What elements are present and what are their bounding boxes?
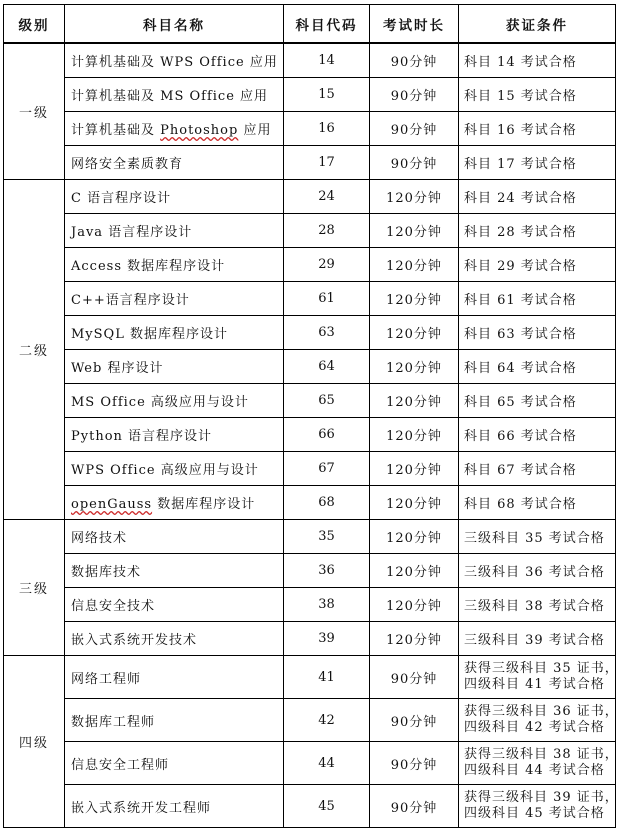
subject-name-prefix: 计算机基础及 xyxy=(71,123,161,138)
certificate-condition-cell xyxy=(459,214,616,248)
subject-name-suffix: 数据库程序设计 xyxy=(152,497,256,512)
exam-duration-cell: 120分钟 xyxy=(370,384,459,418)
header-subject-name: 科目名称 xyxy=(65,5,284,44)
subject-code-cell: 68 xyxy=(284,486,370,520)
table-row xyxy=(4,282,616,316)
certificate-condition-cell xyxy=(459,588,616,622)
condition-line: 科目 15 考试合格 xyxy=(464,89,577,104)
condition-line: 获得三级科目 35 证书， xyxy=(464,661,619,676)
certificate-condition-cell xyxy=(459,282,616,316)
exam-duration-cell: 120分钟 xyxy=(370,316,459,350)
exam-duration-cell: 120分钟 xyxy=(370,588,459,622)
subject-code-cell: 45 xyxy=(284,785,370,828)
subject-name-cell: 数据库工程师 xyxy=(65,699,284,742)
table-row xyxy=(4,180,616,214)
condition-line: 四级科目 41 考试合格 xyxy=(464,677,605,692)
subject-name-cell xyxy=(65,112,284,146)
spellcheck-underlined-word: Photoshop xyxy=(160,123,239,138)
subject-code-cell: 39 xyxy=(284,622,370,656)
spellcheck-underlined-word: openGauss xyxy=(71,497,153,512)
condition-line: 科目 66 考试合格 xyxy=(464,429,577,444)
subject-code-cell: 65 xyxy=(284,384,370,418)
exam-duration-cell: 90分钟 xyxy=(370,699,459,742)
exam-duration-cell: 120分钟 xyxy=(370,486,459,520)
condition-line: 科目 29 考试合格 xyxy=(464,259,577,274)
subject-code-cell: 28 xyxy=(284,214,370,248)
exam-duration-cell: 120分钟 xyxy=(370,520,459,554)
certificate-condition-cell xyxy=(459,112,616,146)
subject-code-cell: 64 xyxy=(284,350,370,384)
level-cell: 二级 xyxy=(4,180,65,520)
exam-subjects-table xyxy=(3,4,619,828)
table-row xyxy=(4,384,616,418)
certificate-condition-cell xyxy=(459,554,616,588)
exam-duration-cell: 120分钟 xyxy=(370,554,459,588)
exam-duration-cell: 120分钟 xyxy=(370,214,459,248)
subject-code-cell: 14 xyxy=(284,43,370,78)
subject-name-cell: Java 语言程序设计 xyxy=(65,214,284,248)
condition-line: 科目 14 考试合格 xyxy=(464,55,577,70)
exam-duration-cell: 90分钟 xyxy=(370,146,459,180)
subject-name-cell: Access 数据库程序设计 xyxy=(65,248,284,282)
certificate-condition-cell xyxy=(459,785,619,828)
table-row xyxy=(4,418,616,452)
header-certificate-condition: 获证条件 xyxy=(459,5,616,44)
exam-duration-cell: 120分钟 xyxy=(370,350,459,384)
certificate-condition-cell xyxy=(459,146,616,180)
condition-line: 科目 17 考试合格 xyxy=(464,157,577,172)
table-row xyxy=(4,452,616,486)
condition-line: 科目 24 考试合格 xyxy=(464,191,577,206)
subject-name-cell: 嵌入式系统开发技术 xyxy=(65,622,284,656)
table-row xyxy=(4,554,616,588)
condition-line: 三级科目 39 考试合格 xyxy=(464,633,605,648)
table-row xyxy=(4,146,616,180)
subject-name-cell: 信息安全工程师 xyxy=(65,742,284,785)
table-row xyxy=(4,214,616,248)
subject-name-cell: C++语言程序设计 xyxy=(65,282,284,316)
subject-name-cell: 计算机基础及 WPS Office 应用 xyxy=(65,43,284,78)
table-row xyxy=(4,656,616,699)
subject-code-cell: 66 xyxy=(284,418,370,452)
subject-name-cell: MySQL 数据库程序设计 xyxy=(65,316,284,350)
exam-duration-cell: 90分钟 xyxy=(370,43,459,78)
certificate-condition-cell xyxy=(459,742,619,785)
subject-name-cell: 嵌入式系统开发工程师 xyxy=(65,785,284,828)
table-row xyxy=(4,248,616,282)
subject-name-cell xyxy=(65,486,284,520)
subject-name-cell: 计算机基础及 MS Office 应用 xyxy=(65,78,284,112)
subject-code-cell: 63 xyxy=(284,316,370,350)
condition-line: 科目 65 考试合格 xyxy=(464,395,577,410)
exam-duration-cell: 120分钟 xyxy=(370,418,459,452)
certificate-condition-cell xyxy=(459,78,616,112)
table-row xyxy=(4,520,616,554)
subject-code-cell: 15 xyxy=(284,78,370,112)
certificate-condition-cell xyxy=(459,452,616,486)
table-row xyxy=(4,486,616,520)
subject-name-cell: Web 程序设计 xyxy=(65,350,284,384)
certificate-condition-cell xyxy=(459,316,616,350)
certificate-condition-cell xyxy=(459,180,616,214)
condition-line: 三级科目 36 考试合格 xyxy=(464,565,605,580)
level-cell: 三级 xyxy=(4,520,65,656)
exam-duration-cell: 90分钟 xyxy=(370,78,459,112)
exam-duration-cell: 120分钟 xyxy=(370,282,459,316)
subject-name-cell: 网络技术 xyxy=(65,520,284,554)
subject-name-suffix: 应用 xyxy=(238,123,272,138)
exam-duration-cell: 90分钟 xyxy=(370,656,459,699)
condition-line: 科目 68 考试合格 xyxy=(464,497,577,512)
exam-duration-cell: 90分钟 xyxy=(370,742,459,785)
exam-duration-cell: 120分钟 xyxy=(370,622,459,656)
level-cell: 一级 xyxy=(4,43,65,180)
table-row xyxy=(4,316,616,350)
exam-duration-cell: 90分钟 xyxy=(370,112,459,146)
exam-duration-cell: 120分钟 xyxy=(370,180,459,214)
subject-code-cell: 24 xyxy=(284,180,370,214)
certificate-condition-cell xyxy=(459,656,619,699)
certificate-condition-cell xyxy=(459,622,616,656)
table-row xyxy=(4,785,616,828)
level-cell: 四级 xyxy=(4,656,65,828)
subject-name-cell: Python 语言程序设计 xyxy=(65,418,284,452)
table-row xyxy=(4,350,616,384)
table-row xyxy=(4,699,616,742)
header-subject-code: 科目代码 xyxy=(284,5,370,44)
subject-code-cell: 29 xyxy=(284,248,370,282)
subject-name-cell: MS Office 高级应用与设计 xyxy=(65,384,284,418)
condition-line: 三级科目 38 考试合格 xyxy=(464,599,605,614)
condition-line: 获得三级科目 38 证书， xyxy=(464,747,619,762)
condition-line: 三级科目 35 考试合格 xyxy=(464,531,605,546)
subject-code-cell: 61 xyxy=(284,282,370,316)
subject-name-cell: 数据库技术 xyxy=(65,554,284,588)
certificate-condition-cell xyxy=(459,248,616,282)
certificate-condition-cell xyxy=(459,699,619,742)
header-level: 级别 xyxy=(4,5,65,44)
subject-code-cell: 35 xyxy=(284,520,370,554)
table-row xyxy=(4,588,616,622)
condition-line: 科目 67 考试合格 xyxy=(464,463,577,478)
condition-line: 科目 64 考试合格 xyxy=(464,361,577,376)
header-exam-duration: 考试时长 xyxy=(370,5,459,44)
certificate-condition-cell xyxy=(459,350,616,384)
subject-code-cell: 16 xyxy=(284,112,370,146)
table-row xyxy=(4,78,616,112)
subject-name-cell: C 语言程序设计 xyxy=(65,180,284,214)
exam-duration-cell: 120分钟 xyxy=(370,248,459,282)
subject-code-cell: 38 xyxy=(284,588,370,622)
subject-code-cell: 67 xyxy=(284,452,370,486)
condition-line: 获得三级科目 39 证书， xyxy=(464,790,619,805)
exam-duration-cell: 90分钟 xyxy=(370,785,459,828)
subject-name-cell: 网络安全素质教育 xyxy=(65,146,284,180)
subject-name-cell: 信息安全技术 xyxy=(65,588,284,622)
certificate-condition-cell xyxy=(459,418,616,452)
table-row xyxy=(4,742,616,785)
subject-code-cell: 41 xyxy=(284,656,370,699)
subject-name-cell: WPS Office 高级应用与设计 xyxy=(65,452,284,486)
condition-line: 科目 61 考试合格 xyxy=(464,293,577,308)
table-row xyxy=(4,43,616,78)
subject-code-cell: 17 xyxy=(284,146,370,180)
subject-code-cell: 42 xyxy=(284,699,370,742)
certificate-condition-cell xyxy=(459,384,616,418)
table-row xyxy=(4,622,616,656)
exam-duration-cell: 120分钟 xyxy=(370,452,459,486)
condition-line: 科目 16 考试合格 xyxy=(464,123,577,138)
condition-line: 四级科目 45 考试合格 xyxy=(464,806,605,821)
condition-line: 获得三级科目 36 证书， xyxy=(464,704,619,719)
condition-line: 科目 63 考试合格 xyxy=(464,327,577,342)
table-header-row xyxy=(4,5,616,44)
subject-name-cell: 网络工程师 xyxy=(65,656,284,699)
condition-line: 科目 28 考试合格 xyxy=(464,225,577,240)
document-page xyxy=(3,4,619,828)
table-row xyxy=(4,112,616,146)
certificate-condition-cell xyxy=(459,486,616,520)
certificate-condition-cell xyxy=(459,520,616,554)
subject-code-cell: 44 xyxy=(284,742,370,785)
certificate-condition-cell xyxy=(459,43,616,78)
condition-line: 四级科目 44 考试合格 xyxy=(464,763,605,778)
condition-line: 四级科目 42 考试合格 xyxy=(464,720,605,735)
subject-code-cell: 36 xyxy=(284,554,370,588)
